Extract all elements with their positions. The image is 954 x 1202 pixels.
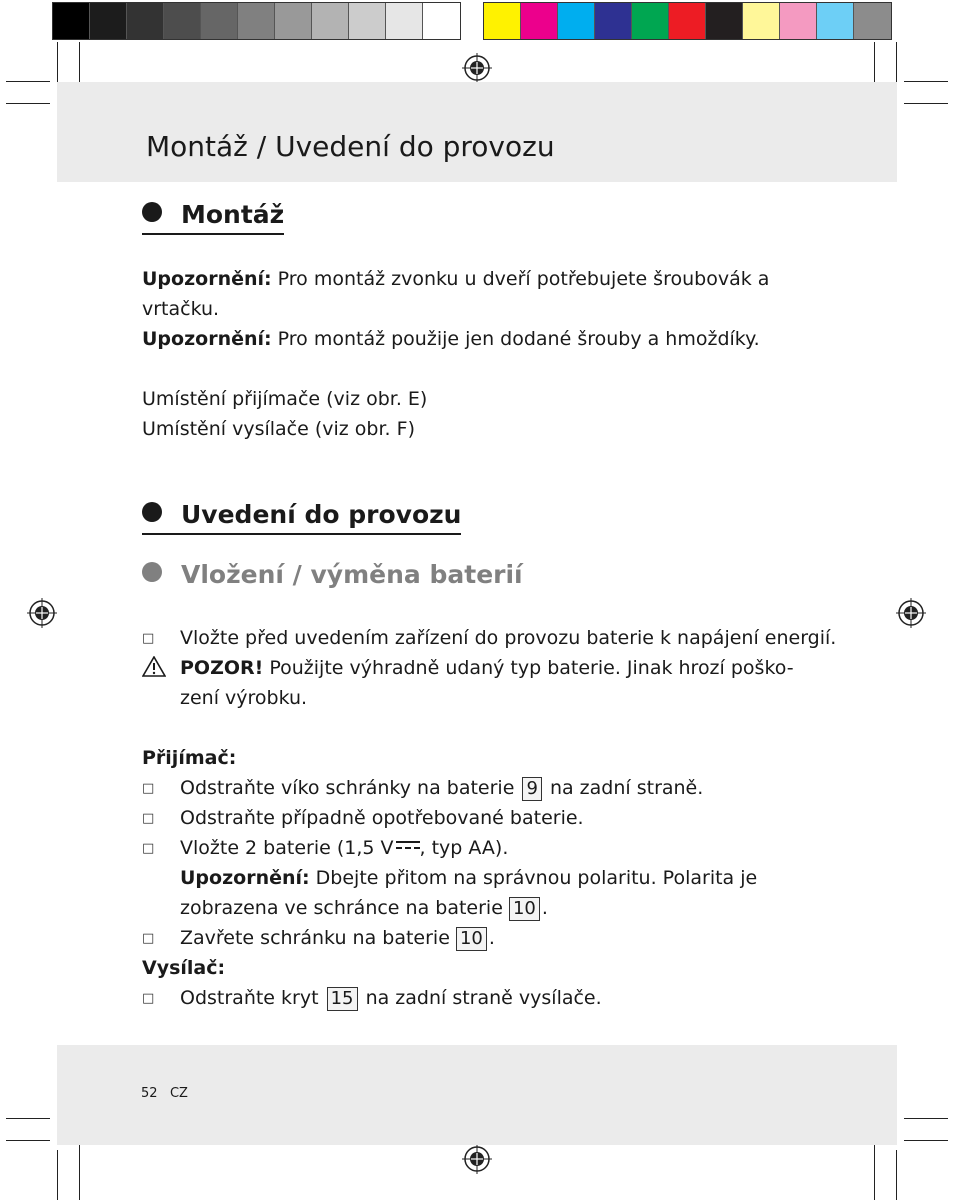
warning-text-cont: zení výrobku.	[180, 687, 308, 709]
color-swatch	[632, 3, 669, 39]
note-tools	[142, 264, 769, 294]
crop-mark	[904, 1118, 948, 1119]
step-text: Zavřete schránku na baterie	[180, 927, 450, 949]
step-text: na zadní straně.	[549, 777, 704, 799]
checkbox-icon: □	[142, 841, 155, 856]
note-label: Upozornění:	[142, 328, 272, 350]
color-swatch	[90, 3, 127, 39]
color-swatch	[53, 3, 90, 39]
battery-insert-step: Vložte před uvedením zařízení do provozu baterie k napájení energií.	[180, 627, 837, 649]
receiver-step-2: Odstraňte případně opotřebované baterie.	[180, 807, 584, 829]
bullet-dot-icon	[142, 502, 162, 522]
color-swatch	[669, 3, 706, 39]
placement-transmitter: Umístění vysílače (viz obr. F)	[142, 418, 415, 440]
note-text: Pro montáž zvonku u dveří potřebujete šroubovák a	[271, 268, 770, 290]
crop-mark	[904, 1140, 948, 1141]
page-footer	[141, 1086, 188, 1101]
page-title: Montáž / Uvedení do provozu	[146, 130, 555, 163]
transmitter-label: Vysílač:	[142, 957, 226, 979]
warning-body: Použijte výhradně udaný typ baterie. Jinak hrozí poško-	[263, 657, 794, 679]
step-text: , typ AA).	[419, 837, 509, 859]
registration-mark-icon	[462, 53, 492, 83]
crop-mark	[79, 1140, 80, 1200]
note-text: Pro montáž použije jen dodané šrouby a hmoždíky.	[271, 328, 760, 350]
crop-mark	[896, 1150, 897, 1200]
heading-montaz	[142, 200, 284, 235]
crop-mark	[904, 81, 948, 82]
color-swatch	[706, 3, 743, 39]
bullet-dot-icon	[142, 202, 162, 222]
crop-mark	[896, 42, 897, 82]
crop-mark	[6, 103, 50, 104]
note-text: zobrazena ve schránce na baterie	[180, 897, 503, 919]
checkbox-icon: □	[142, 991, 155, 1006]
receiver-step-1	[180, 773, 703, 803]
registration-mark-icon	[462, 1144, 492, 1174]
color-swatch	[423, 3, 460, 39]
heading-baterie-text: Vložení / výměna baterií	[181, 560, 523, 589]
page-number: 52	[141, 1086, 158, 1101]
color-swatch	[275, 3, 312, 39]
registration-mark-icon	[27, 598, 57, 628]
part-number-10: 10	[456, 927, 487, 951]
crop-mark	[874, 1140, 875, 1200]
receiver-label: Přijímač:	[142, 747, 237, 769]
language-code: CZ	[169, 1086, 188, 1101]
crop-mark	[57, 1150, 58, 1200]
note-screws	[142, 324, 760, 354]
color-calibration-bar	[483, 2, 892, 40]
warning-label: POZOR!	[180, 657, 264, 679]
checkbox-icon: □	[142, 781, 155, 796]
part-number-10: 10	[509, 897, 540, 921]
color-swatch	[521, 3, 558, 39]
crop-mark	[6, 1140, 50, 1141]
step-text: Odstraňte kryt	[180, 987, 319, 1009]
placement-receiver: Umístění přijímače (viz obr. E)	[142, 388, 428, 410]
crop-mark	[6, 1118, 50, 1119]
heading-uvedeni	[142, 500, 461, 535]
color-swatch	[854, 3, 891, 39]
color-swatch	[386, 3, 423, 39]
color-swatch	[238, 3, 275, 39]
note-label: Upozornění:	[142, 268, 272, 290]
part-number-9: 9	[522, 777, 541, 801]
part-number-15: 15	[327, 987, 358, 1011]
heading-baterie	[142, 560, 523, 589]
color-swatch	[127, 3, 164, 39]
color-swatch	[201, 3, 238, 39]
receiver-polarity-note	[180, 863, 757, 893]
step-text: .	[488, 927, 495, 949]
heading-uvedeni-text: Uvedení do provozu	[181, 500, 462, 529]
crop-mark	[6, 81, 50, 82]
step-text: na zadní straně vysílače.	[365, 987, 602, 1009]
checkbox-icon: □	[142, 931, 155, 946]
registration-mark-icon	[896, 598, 926, 628]
note-label: Upozornění:	[180, 867, 310, 889]
receiver-polarity-note-cont	[180, 893, 548, 923]
step-text: Vložte 2 baterie (1,5 V	[180, 837, 394, 859]
color-swatch	[558, 3, 595, 39]
color-swatch	[743, 3, 780, 39]
note-tools-cont: vrtačku.	[142, 298, 220, 320]
warning-icon	[142, 656, 166, 677]
grayscale-calibration-bar	[52, 2, 461, 40]
step-text: Odstraňte víko schránky na baterie	[180, 777, 515, 799]
color-swatch	[349, 3, 386, 39]
checkbox-icon: □	[142, 631, 155, 646]
warning-text	[180, 653, 794, 683]
color-swatch	[780, 3, 817, 39]
crop-mark	[57, 42, 58, 82]
color-swatch	[595, 3, 632, 39]
color-swatch	[164, 3, 201, 39]
transmitter-step-1	[180, 983, 602, 1013]
bullet-dot-icon	[142, 562, 162, 582]
heading-montaz-text: Montáž	[181, 200, 285, 229]
color-swatch	[817, 3, 854, 39]
note-text: Dbejte přitom na správnou polaritu. Polarita je	[309, 867, 758, 889]
checkbox-icon: □	[142, 811, 155, 826]
color-swatch	[484, 3, 521, 39]
color-swatch	[312, 3, 349, 39]
receiver-step-4	[180, 923, 495, 953]
note-text: .	[541, 897, 548, 919]
crop-mark	[904, 103, 948, 104]
receiver-step-3	[180, 833, 508, 863]
dc-symbol-icon	[396, 841, 420, 851]
